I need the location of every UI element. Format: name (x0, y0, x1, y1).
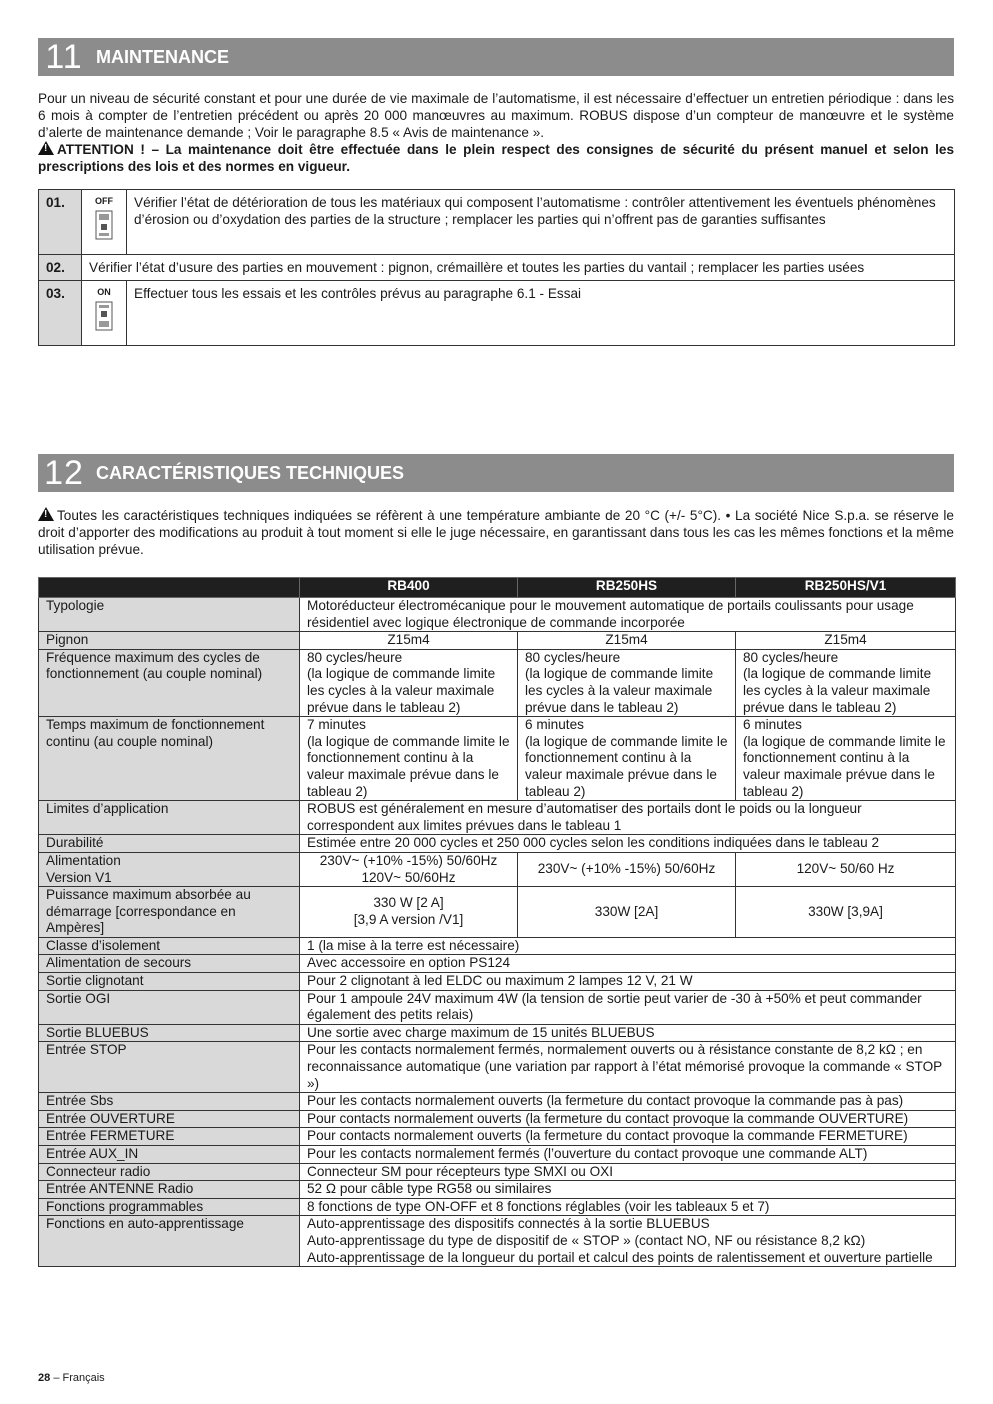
table-row (39, 1042, 956, 1093)
table-row (39, 598, 956, 632)
cell-value: 80 cycles/heure (la logique de commande limite les cycles à la valeur maximale prévue dans le tableau 2) (300, 649, 518, 716)
maintenance-intro (38, 91, 954, 176)
row-label: Entrée FERMETURE (39, 1128, 300, 1146)
cell-value: 330 W [2 A] [3,9 A version /V1] (300, 887, 518, 938)
section-title: CARACTÉRISTIQUES TECHNIQUES (96, 462, 405, 483)
row-label: Limites d’application (39, 801, 300, 835)
table-row (39, 1163, 956, 1181)
step-number: 01. (39, 190, 82, 255)
intro-text: Pour un niveau de sécurité constant et pour une durée de vie maximale de l’automatisme, il est nécessaire d’effectuer un entretien périodique : dans les 6 mois à compter de l’entretien précédent ou après 20 000 manœuvres au maximum. ROBUS dispose d’un compteur de manœuvre et le système d’alerte de maintenance demande ; Voir le paragraphe 8.5 « Avis de maintenance ». (38, 91, 954, 140)
section-number: 12 (44, 454, 84, 492)
cell-value: 80 cycles/heure (la logique de commande limite les cycles à la valeur maximale prévue dans le tableau 2) (736, 649, 956, 716)
cell-value: 120V~ 50/60 Hz (736, 852, 956, 886)
row-label: Typologie (39, 598, 300, 632)
row-value: ROBUS est généralement en mesure d’automatiser des portails dont le poids ou la longueur correspondent aux limites prévues dans le tableau 1 (300, 801, 956, 835)
row-label: Entrée Sbs (39, 1093, 300, 1111)
row-value: Pour contacts normalement ouverts (la fermeture du contact provoque la commande FERMETURE) (300, 1128, 956, 1146)
row-label: Sortie OGI (39, 990, 300, 1024)
table-row (39, 1198, 956, 1216)
page-number: 28 (38, 1372, 51, 1384)
row-label: Durabilité (39, 835, 300, 853)
row-label: Temps maximum de fonctionnement continu (au couple nominal) (39, 717, 300, 801)
cell-value: 6 minutes (la logique de commande limite le fonctionnement continu à la valeur maximale prévue dans le tableau 2) (736, 717, 956, 801)
row-value: Estimée entre 20 000 cycles et 250 000 cycles selon les conditions indiquées dans le tableau 2 (300, 835, 956, 853)
section-number: 11 (45, 38, 83, 76)
step-number: 02. (39, 255, 82, 281)
row-label: Alimentation de secours (39, 955, 300, 973)
breaker-on-icon (95, 301, 113, 331)
table-row (39, 255, 955, 281)
column-header: RB250HS (518, 578, 736, 598)
row-label: Entrée AUX_IN (39, 1146, 300, 1164)
step-text: Effectuer tous les essais et les contrôles prévus au paragraphe 6.1 - Essai (127, 281, 955, 346)
table-header-row (39, 578, 956, 598)
column-header: RB250HS/V1 (736, 578, 956, 598)
section-11-header (38, 38, 954, 76)
breaker-off-icon (95, 210, 113, 240)
header-blank (39, 578, 300, 598)
cell-value: 230V~ (+10% -15%) 50/60Hz (518, 852, 736, 886)
table-row (39, 937, 956, 955)
cell-value: 230V~ (+10% -15%) 50/60Hz 120V~ 50/60Hz (300, 852, 518, 886)
switch-label: OFF (95, 196, 113, 206)
row-value: Connecteur SM pour récepteurs type SMXI ou OXI (300, 1163, 956, 1181)
row-label: Connecteur radio (39, 1163, 300, 1181)
cell-value: 330W [3,9A] (736, 887, 956, 938)
specs-table (38, 577, 956, 1267)
cell-value: 80 cycles/heure (la logique de commande limite les cycles à la valeur maximale prévue dans le tableau 2) (518, 649, 736, 716)
table-row (39, 801, 956, 835)
row-value: Auto-apprentissage des dispositifs connectés à la sortie BLUEBUS Auto-apprentissage du type de dispositif de « STOP » (contact NO, NF ou résistance 8,2 kΩ) Auto-apprentissage de la longueur du portail et calcul des points de ralentissement et ouverture partielle (300, 1216, 956, 1267)
row-label: Sortie clignotant (39, 973, 300, 991)
step-number: 03. (39, 281, 82, 346)
table-row (39, 632, 956, 650)
table-row (39, 1110, 956, 1128)
row-label: Fréquence maximum des cycles de fonctionnement (au couple nominal) (39, 649, 300, 716)
switch-on-cell (82, 281, 127, 346)
row-value: 52 Ω pour câble type RG58 ou similaires (300, 1181, 956, 1199)
table-row (39, 835, 956, 853)
footer-language: – Français (53, 1372, 105, 1384)
section-12-header (38, 454, 954, 492)
row-value: Une sortie avec charge maximum de 15 unités BLUEBUS (300, 1024, 956, 1042)
table-row (39, 973, 956, 991)
row-label: Classe d’isolement (39, 937, 300, 955)
table-row (39, 887, 956, 938)
page-footer (38, 1372, 105, 1384)
row-value: Pour contacts normalement ouverts (la fermeture du contact provoque la commande OUVERTURE) (300, 1110, 956, 1128)
row-value: Pour 2 clignotant à led ELDC ou maximum 2 lampes 12 V, 21 W (300, 973, 956, 991)
attention-text: ATTENTION ! – La maintenance doit être effectuée dans le plein respect des consignes de sécurité du présent manuel et selon les prescriptions des lois et des normes en vigueur. (38, 142, 954, 175)
cell-value: 6 minutes (la logique de commande limite le fonctionnement continu à la valeur maximale prévue dans le tableau 2) (518, 717, 736, 801)
row-value: Avec accessoire en option PS124 (300, 955, 956, 973)
step-text: Vérifier l’état d’usure des parties en mouvement : pignon, crémaillère et toutes les parties du vantail ; remplacer les parties usées (82, 255, 955, 281)
warning-icon (38, 507, 54, 521)
table-row (39, 1181, 956, 1199)
row-value: 8 fonctions de type ON-OFF et 8 fonctions réglables (voir les tableaux 5 et 7) (300, 1198, 956, 1216)
maintenance-table (38, 189, 955, 346)
switch-label: ON (97, 287, 111, 297)
row-label: Alimentation Version V1 (39, 852, 300, 886)
column-header: RB400 (300, 578, 518, 598)
row-label: Fonctions en auto-apprentissage (39, 1216, 300, 1267)
cell-value: Z15m4 (300, 632, 518, 650)
cell-value: 330W [2A] (518, 887, 736, 938)
switch-off-cell (82, 190, 127, 255)
table-row (39, 281, 955, 346)
table-row (39, 1093, 956, 1111)
table-row (39, 649, 956, 716)
row-label: Puissance maximum absorbée au démarrage [correspondance en Ampères] (39, 887, 300, 938)
row-label: Entrée OUVERTURE (39, 1110, 300, 1128)
step-text: Vérifier l’état de détérioration de tous les matériaux qui composent l’automatisme : contrôler attentivement les éventuels phénomènes d’érosion ou d’oxydation des parties de la structure ; remplacer les parties qui n’offrent pas de garanties suffisantes (127, 190, 955, 255)
table-row (39, 852, 956, 886)
row-label: Fonctions programmables (39, 1198, 300, 1216)
row-value: Pour les contacts normalement fermés (l’ouverture du contact provoque une commande ALT) (300, 1146, 956, 1164)
cell-value: Z15m4 (518, 632, 736, 650)
cell-value: 7 minutes (la logique de commande limite le fonctionnement continu à la valeur maximale prévue dans le tableau 2) (300, 717, 518, 801)
table-row (39, 1216, 956, 1267)
row-label: Entrée ANTENNE Radio (39, 1181, 300, 1199)
row-label: Sortie BLUEBUS (39, 1024, 300, 1042)
row-value: 1 (la mise à la terre est nécessaire) (300, 937, 956, 955)
table-row (39, 1128, 956, 1146)
intro-text: Toutes les caractéristiques techniques indiquées se réfèrent à une température ambiante de 20 °C (+/- 5°C). • La société Nice S.p.a. se réserve le droit d’apporter des modifications au produit à tout moment si elle le juge nécessaire, en garantissant dans tous les cas les mêmes fonctions et la même utilisation prévue. (38, 508, 954, 557)
row-label: Entrée STOP (39, 1042, 300, 1093)
cell-value: Z15m4 (736, 632, 956, 650)
warning-icon (38, 141, 54, 155)
specs-intro (38, 507, 954, 558)
row-value: Motoréducteur électromécanique pour le mouvement automatique de portails coulissants pour usage résidentiel avec logique électronique de commande incorporée (300, 598, 956, 632)
table-row (39, 190, 955, 255)
row-value: Pour les contacts normalement ouverts (la fermeture du contact provoque la commande pas à pas) (300, 1093, 956, 1111)
table-row (39, 1146, 956, 1164)
table-row (39, 990, 956, 1024)
row-value: Pour 1 ampoule 24V maximum 4W (la tension de sortie peut varier de -30 à +50% et peut commander également des petits relais) (300, 990, 956, 1024)
row-value: Pour les contacts normalement fermés, normalement ouverts ou à résistance constante de 8,2 kΩ ; en reconnaissance automatique (une variation par rapport à l’état mémorisé provoque la commande « STOP ») (300, 1042, 956, 1093)
table-row (39, 1024, 956, 1042)
section-title: MAINTENANCE (96, 46, 229, 67)
row-label: Pignon (39, 632, 300, 650)
table-row (39, 955, 956, 973)
table-row (39, 717, 956, 801)
